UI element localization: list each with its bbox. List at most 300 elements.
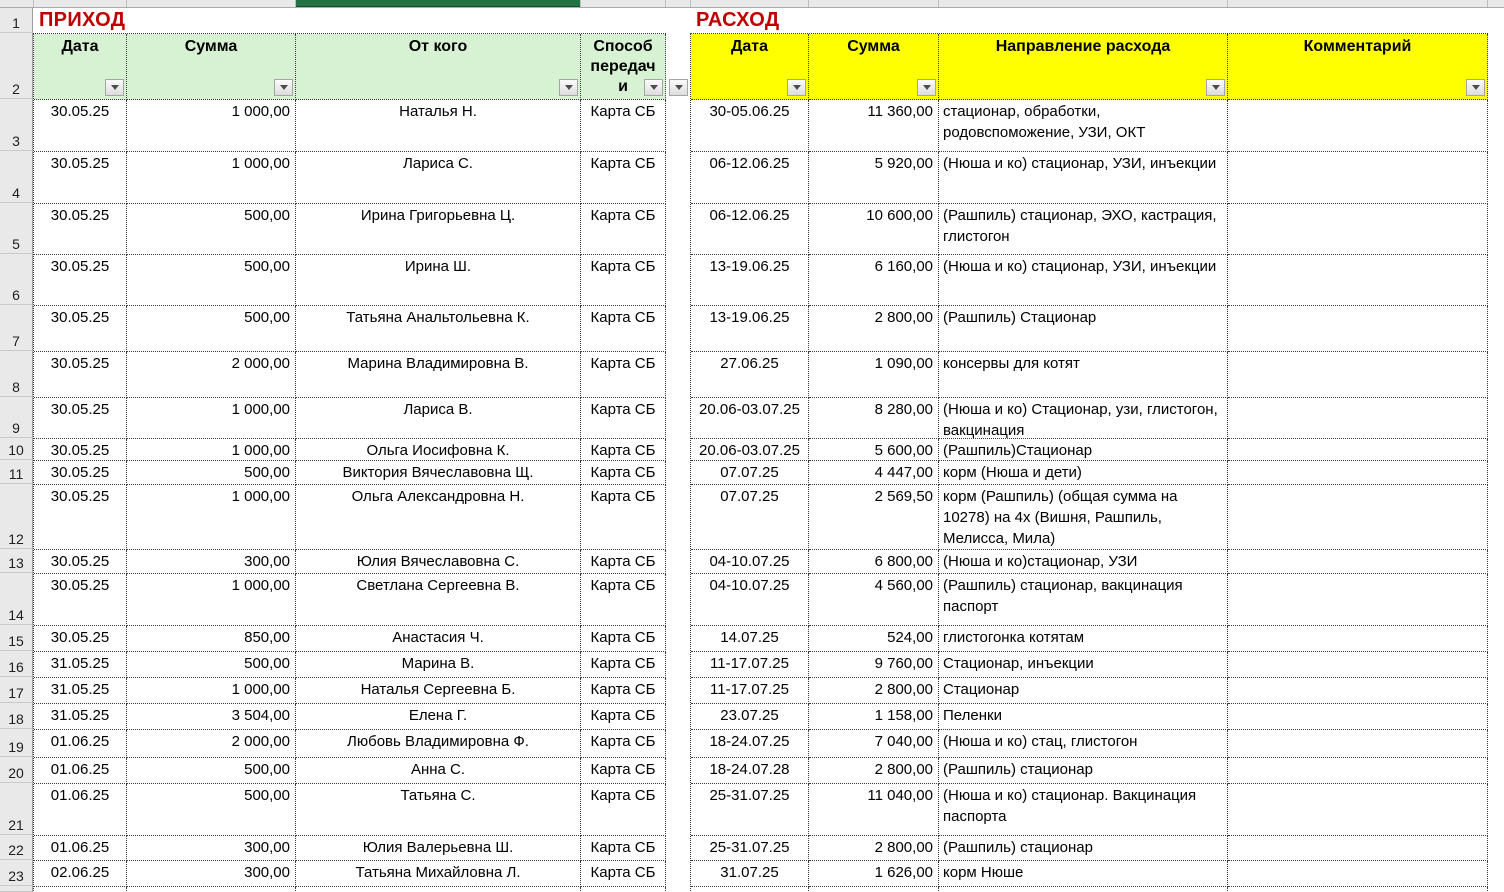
table-row xyxy=(34,861,666,887)
row-number[interactable]: 18 xyxy=(0,703,33,729)
cell-expense-comment[interactable] xyxy=(1228,836,1488,861)
column-header-income-date[interactable] xyxy=(34,34,127,100)
cell-expense-date[interactable]: 31.07.25 xyxy=(691,861,809,887)
cell-income-method[interactable]: Карта СБ xyxy=(581,352,666,398)
column-header-expense-purpose[interactable] xyxy=(939,34,1228,100)
cell-expense-amount[interactable]: 11 360,00 xyxy=(809,100,939,152)
table-row xyxy=(691,550,1488,574)
filter-dropdown-icon xyxy=(1212,85,1220,90)
cell-expense-purpose[interactable]: Стационар, инъекции xyxy=(939,652,1228,678)
cell-expense-amount[interactable]: 1 158,00 xyxy=(809,704,939,730)
cell-income-method[interactable]: Карта СБ xyxy=(581,100,666,152)
separator-column xyxy=(665,8,690,99)
cell-income-amount[interactable]: 1 000,00 xyxy=(127,439,296,461)
cell-income-date[interactable]: 30.05.25 xyxy=(34,485,127,550)
cell-income-method[interactable]: Карта СБ xyxy=(581,306,666,352)
cell-expense-purpose[interactable]: Стационар xyxy=(939,678,1228,704)
cell-income-method[interactable]: Карта СБ xyxy=(581,461,666,485)
expense-table xyxy=(690,8,1488,892)
cell-income-from[interactable]: Ольга Александровна Н. xyxy=(296,485,581,550)
row-number[interactable]: 19 xyxy=(0,729,33,757)
cell-expense-amount[interactable]: 5 600,00 xyxy=(809,439,939,461)
cell-income-from[interactable]: Светлана Сергеевна В. xyxy=(296,574,581,626)
cell-expense-date[interactable]: 14.07.25 xyxy=(691,626,809,652)
cell-income-amount[interactable]: 1 000,00 xyxy=(127,398,296,439)
cell-expense-date[interactable]: 25-31.07.25 xyxy=(691,836,809,861)
cell-income-method[interactable]: Карта СБ xyxy=(581,861,666,887)
cell-income-from[interactable] xyxy=(296,887,581,892)
row-number[interactable]: 16 xyxy=(0,651,33,677)
cell-income-amount[interactable]: 500,00 xyxy=(127,461,296,485)
cell-expense-comment[interactable] xyxy=(1228,678,1488,704)
cell-income-from[interactable]: Виктория Вячеславовна Щ. xyxy=(296,461,581,485)
column-header-label: Комментарий xyxy=(1303,38,1412,55)
cell-expense-date[interactable]: 13-19.06.25 xyxy=(691,306,809,352)
cell-expense-purpose[interactable]: корм Нюше xyxy=(939,861,1228,887)
cell-expense-date[interactable]: 06-12.06.25 xyxy=(691,152,809,204)
table-row xyxy=(34,704,666,730)
cell-expense-purpose[interactable]: Пеленки xyxy=(939,704,1228,730)
cell-income-date[interactable]: 01.06.25 xyxy=(34,784,127,836)
cell-income-amount[interactable] xyxy=(127,887,296,892)
cell-expense-purpose[interactable] xyxy=(939,887,1228,892)
income-header-row xyxy=(34,34,666,100)
column-separator xyxy=(938,0,939,7)
cell-expense-comment[interactable] xyxy=(1228,461,1488,485)
table-row xyxy=(691,255,1488,306)
table-row xyxy=(691,100,1488,152)
cell-expense-date[interactable]: 06-12.06.25 xyxy=(691,204,809,255)
cell-income-method[interactable]: Карта СБ xyxy=(581,255,666,306)
column-header-income-amount[interactable] xyxy=(127,34,296,100)
column-header-label: Сумма xyxy=(847,38,900,55)
table-row xyxy=(34,550,666,574)
cell-income-date[interactable] xyxy=(34,887,127,892)
table-row xyxy=(34,152,666,204)
table-row xyxy=(691,784,1488,836)
cell-expense-date[interactable]: 18-24.07.28 xyxy=(691,758,809,784)
table-row xyxy=(691,352,1488,398)
column-header-income-method[interactable] xyxy=(581,34,666,100)
cell-expense-amount[interactable]: 524,00 xyxy=(809,626,939,652)
column-header-label: От кого xyxy=(408,38,468,55)
cell-expense-comment[interactable] xyxy=(1228,152,1488,204)
cell-income-from[interactable]: Елена Г. xyxy=(296,704,581,730)
cell-expense-amount[interactable]: 2 800,00 xyxy=(809,306,939,352)
cell-income-date[interactable]: 30.05.25 xyxy=(34,152,127,204)
filter-dropdown-icon xyxy=(280,85,288,90)
cell-income-from[interactable]: Анастасия Ч. xyxy=(296,626,581,652)
cell-expense-purpose[interactable]: (Нюша и ко) стационар. Вакцинация паспорта xyxy=(939,784,1228,836)
cell-expense-amount[interactable]: 4 447,00 xyxy=(809,461,939,485)
cell-income-amount[interactable]: 500,00 xyxy=(127,204,296,255)
row-number[interactable]: 12 xyxy=(0,484,33,549)
column-separator xyxy=(690,0,691,7)
cell-expense-date[interactable]: 30-05.06.25 xyxy=(691,100,809,152)
expense-title: РАСХОД xyxy=(696,9,780,31)
cell-income-method[interactable]: Карта СБ xyxy=(581,652,666,678)
table-row xyxy=(691,306,1488,352)
income-grid xyxy=(33,33,666,892)
column-separator xyxy=(665,0,666,7)
filter-button-expense-date[interactable] xyxy=(787,79,806,96)
table-row xyxy=(34,626,666,652)
cell-income-amount[interactable]: 850,00 xyxy=(127,626,296,652)
cell-income-amount[interactable]: 2 000,00 xyxy=(127,730,296,758)
cell-expense-purpose[interactable]: корм (Рашпиль) (общая сумма на 10278) на 4х (Вишня, Рашпиль, Мелисса, Мила) xyxy=(939,485,1228,550)
table-row xyxy=(34,836,666,861)
column-header-label: и xyxy=(618,78,628,95)
table-row xyxy=(34,574,666,626)
table-row xyxy=(691,678,1488,704)
table-row xyxy=(691,204,1488,255)
cell-income-from[interactable]: Ирина Ш. xyxy=(296,255,581,306)
cell-expense-date[interactable]: 23.07.25 xyxy=(691,704,809,730)
cell-income-amount[interactable]: 300,00 xyxy=(127,836,296,861)
cell-expense-amount[interactable] xyxy=(809,887,939,892)
column-header-strip xyxy=(0,0,1504,8)
expense-grid xyxy=(690,33,1488,892)
cell-expense-date[interactable]: 27.06.25 xyxy=(691,352,809,398)
cell-income-from[interactable]: Татьяна Анальтольевна К. xyxy=(296,306,581,352)
cell-income-method[interactable]: Карта СБ xyxy=(581,485,666,550)
cell-expense-comment[interactable] xyxy=(1228,439,1488,461)
cell-expense-amount[interactable]: 6 800,00 xyxy=(809,550,939,574)
cell-income-from[interactable]: Любовь Владимировна Ф. xyxy=(296,730,581,758)
column-separator xyxy=(808,0,809,7)
cell-income-date[interactable]: 01.06.25 xyxy=(34,836,127,861)
cell-expense-amount[interactable]: 9 760,00 xyxy=(809,652,939,678)
column-separator xyxy=(295,0,296,7)
row-number[interactable]: 7 xyxy=(0,305,33,351)
cell-expense-amount[interactable]: 2 800,00 xyxy=(809,836,939,861)
column-separator xyxy=(1227,0,1228,7)
cell-income-date[interactable]: 30.05.25 xyxy=(34,255,127,306)
row-number[interactable]: 20 xyxy=(0,757,33,783)
cell-income-date[interactable]: 31.05.25 xyxy=(34,678,127,704)
cell-expense-date[interactable] xyxy=(691,887,809,892)
cell-expense-purpose[interactable]: (Рашпиль) стационар xyxy=(939,836,1228,861)
cell-income-amount[interactable]: 1 000,00 xyxy=(127,574,296,626)
cell-income-amount[interactable]: 500,00 xyxy=(127,758,296,784)
filter-dropdown-icon xyxy=(675,85,683,90)
table-row xyxy=(691,485,1488,550)
cell-expense-purpose[interactable]: (Рашпиль)Стационар xyxy=(939,439,1228,461)
row-number[interactable]: 11 xyxy=(0,460,33,484)
cell-income-amount[interactable]: 300,00 xyxy=(127,550,296,574)
cell-income-date[interactable]: 30.05.25 xyxy=(34,574,127,626)
table-row-partial xyxy=(34,887,666,892)
cell-income-date[interactable]: 01.06.25 xyxy=(34,758,127,784)
filter-dropdown-icon xyxy=(111,85,119,90)
table-row xyxy=(34,461,666,485)
income-table xyxy=(33,8,666,892)
expense-title-row[interactable] xyxy=(690,8,1488,33)
cell-income-date[interactable]: 31.05.25 xyxy=(34,652,127,678)
cell-expense-comment[interactable] xyxy=(1228,306,1488,352)
row-number[interactable]: 6 xyxy=(0,254,33,305)
cell-income-method[interactable]: Карта СБ xyxy=(581,398,666,439)
cell-expense-date[interactable]: 13-19.06.25 xyxy=(691,255,809,306)
filter-button-expense-purpose[interactable] xyxy=(1206,79,1225,96)
cell-income-date[interactable]: 30.05.25 xyxy=(34,398,127,439)
cell-expense-amount[interactable]: 1 090,00 xyxy=(809,352,939,398)
table-row xyxy=(691,626,1488,652)
cell-income-from[interactable]: Марина Владимировна В. xyxy=(296,352,581,398)
cell-expense-amount[interactable]: 8 280,00 xyxy=(809,398,939,439)
cell-income-date[interactable]: 30.05.25 xyxy=(34,100,127,152)
cell-income-from[interactable]: Анна С. xyxy=(296,758,581,784)
cell-income-from[interactable]: Лариса С. xyxy=(296,152,581,204)
cell-income-from[interactable]: Татьяна Михайловна Л. xyxy=(296,861,581,887)
column-header-income-from[interactable] xyxy=(296,34,581,100)
cell-income-method[interactable]: Карта СБ xyxy=(581,439,666,461)
cell-expense-purpose[interactable]: (Рашпиль) стационар, вакцинация паспорт xyxy=(939,574,1228,626)
table-row xyxy=(34,204,666,255)
table-row xyxy=(691,861,1488,887)
cell-income-date[interactable]: 01.06.25 xyxy=(34,730,127,758)
income-title-row[interactable] xyxy=(33,8,666,33)
cell-expense-comment[interactable] xyxy=(1228,352,1488,398)
cell-expense-comment[interactable] xyxy=(1228,626,1488,652)
column-header-label: Способ xyxy=(593,38,653,55)
cell-expense-comment[interactable] xyxy=(1228,730,1488,758)
filter-dropdown-icon xyxy=(565,85,573,90)
filter-dropdown-icon xyxy=(923,85,931,90)
cell-expense-amount[interactable]: 2 800,00 xyxy=(809,758,939,784)
table-row xyxy=(691,461,1488,485)
cell-income-amount[interactable]: 3 504,00 xyxy=(127,704,296,730)
cell-expense-comment[interactable] xyxy=(1228,574,1488,626)
row-number[interactable]: 23 xyxy=(0,860,33,886)
cell-income-date[interactable]: 31.05.25 xyxy=(34,704,127,730)
table-row xyxy=(34,255,666,306)
table-row xyxy=(691,730,1488,758)
cell-expense-purpose[interactable]: корм (Нюша и дети) xyxy=(939,461,1228,485)
cell-expense-comment[interactable] xyxy=(1228,550,1488,574)
cell-expense-amount[interactable]: 2 800,00 xyxy=(809,678,939,704)
table-row xyxy=(34,784,666,836)
filter-dropdown-icon xyxy=(650,85,658,90)
cell-income-from[interactable]: Наталья Н. xyxy=(296,100,581,152)
cell-expense-comment[interactable] xyxy=(1228,204,1488,255)
cell-expense-date[interactable]: 07.07.25 xyxy=(691,461,809,485)
cell-expense-amount[interactable]: 11 040,00 xyxy=(809,784,939,836)
row-number[interactable]: 17 xyxy=(0,677,33,703)
cell-expense-comment[interactable] xyxy=(1228,758,1488,784)
cell-expense-comment[interactable] xyxy=(1228,485,1488,550)
cell-income-method[interactable]: Карта СБ xyxy=(581,550,666,574)
cell-expense-purpose[interactable]: (Нюша и ко) Стационар, узи, глистогон, вакцинация xyxy=(939,398,1228,439)
cell-expense-date[interactable]: 11-17.07.25 xyxy=(691,652,809,678)
cell-expense-purpose[interactable]: стационар, обработки, родовспоможение, УЗИ, ОКТ xyxy=(939,100,1228,152)
cell-income-date[interactable]: 30.05.25 xyxy=(34,626,127,652)
column-header-expense-date[interactable] xyxy=(691,34,809,100)
table-row xyxy=(34,730,666,758)
cell-income-method[interactable]: Карта СБ xyxy=(581,730,666,758)
row-number-gutter xyxy=(0,8,33,892)
cell-income-date[interactable]: 30.05.25 xyxy=(34,204,127,255)
cell-income-date[interactable]: 30.05.25 xyxy=(34,306,127,352)
row-number[interactable] xyxy=(0,886,33,892)
cell-expense-date[interactable]: 18-24.07.25 xyxy=(691,730,809,758)
row-number[interactable]: 3 xyxy=(0,99,33,151)
row-number[interactable]: 8 xyxy=(0,351,33,397)
cell-income-amount[interactable]: 1 000,00 xyxy=(127,678,296,704)
filter-button-income-method[interactable] xyxy=(644,79,663,96)
cell-expense-amount[interactable]: 4 560,00 xyxy=(809,574,939,626)
expense-header-row xyxy=(691,34,1488,100)
cell-expense-comment[interactable] xyxy=(1228,100,1488,152)
table-row xyxy=(34,306,666,352)
cell-expense-date[interactable]: 04-10.07.25 xyxy=(691,574,809,626)
selected-column-highlight xyxy=(295,0,580,7)
cell-expense-purpose[interactable]: глистогонка котятам xyxy=(939,626,1228,652)
cell-income-from[interactable]: Юлия Валерьевна Ш. xyxy=(296,836,581,861)
cell-income-amount[interactable]: 1 000,00 xyxy=(127,485,296,550)
filter-dropdown-icon xyxy=(793,85,801,90)
table-row xyxy=(34,398,666,439)
column-header-label: Сумма xyxy=(184,38,238,55)
table-row xyxy=(34,439,666,461)
cell-expense-comment[interactable] xyxy=(1228,861,1488,887)
cell-expense-purpose[interactable]: (Нюша и ко)стационар, УЗИ xyxy=(939,550,1228,574)
cell-income-from[interactable]: Ольга Иосифовна К. xyxy=(296,439,581,461)
cell-income-amount[interactable]: 1 000,00 xyxy=(127,152,296,204)
cell-income-from[interactable]: Татьяна С. xyxy=(296,784,581,836)
row-number[interactable]: 13 xyxy=(0,549,33,573)
column-separator xyxy=(126,0,127,7)
cell-expense-date[interactable]: 20.06-03.07.25 xyxy=(691,398,809,439)
column-header-label: передач xyxy=(590,58,656,75)
cell-expense-comment[interactable] xyxy=(1228,887,1488,892)
cell-expense-amount[interactable]: 6 160,00 xyxy=(809,255,939,306)
cell-expense-amount[interactable]: 1 626,00 xyxy=(809,861,939,887)
column-header-label: Дата xyxy=(61,38,99,55)
cell-income-from[interactable]: Ирина Григорьевна Ц. xyxy=(296,204,581,255)
row-number[interactable]: 15 xyxy=(0,625,33,651)
separator-header-cell[interactable] xyxy=(665,33,690,99)
row-number[interactable]: 2 xyxy=(0,33,33,99)
filter-dropdown-icon xyxy=(1472,85,1480,90)
cell-income-method[interactable]: Карта СБ xyxy=(581,836,666,861)
table-row xyxy=(34,652,666,678)
column-header-label: Направление расхода xyxy=(995,38,1171,55)
row-number[interactable]: 9 xyxy=(0,397,33,438)
column-header-label: Дата xyxy=(730,38,769,55)
cell-expense-date[interactable]: 11-17.07.25 xyxy=(691,678,809,704)
row-number[interactable]: 4 xyxy=(0,151,33,203)
cell-income-amount[interactable]: 2 000,00 xyxy=(127,352,296,398)
cell-income-from[interactable]: Марина В. xyxy=(296,652,581,678)
cell-expense-amount[interactable]: 2 569,50 xyxy=(809,485,939,550)
filter-button-income-date[interactable] xyxy=(105,79,124,96)
row-number[interactable]: 5 xyxy=(0,203,33,254)
cell-income-amount[interactable]: 500,00 xyxy=(127,652,296,678)
table-row xyxy=(691,836,1488,861)
table-row xyxy=(34,100,666,152)
cell-income-method[interactable]: Карта СБ xyxy=(581,574,666,626)
cell-expense-purpose[interactable]: (Рашпиль) стационар xyxy=(939,758,1228,784)
cell-income-method[interactable]: Карта СБ xyxy=(581,704,666,730)
table-row-partial xyxy=(691,887,1488,892)
filter-button-expense-comment[interactable] xyxy=(1466,79,1485,96)
cell-income-method[interactable] xyxy=(581,887,666,892)
cell-income-method[interactable]: Карта СБ xyxy=(581,784,666,836)
cell-expense-comment[interactable] xyxy=(1228,652,1488,678)
row-number[interactable]: 21 xyxy=(0,783,33,835)
cell-income-amount[interactable]: 300,00 xyxy=(127,861,296,887)
filter-button-separator[interactable] xyxy=(669,79,688,96)
cell-income-amount[interactable]: 500,00 xyxy=(127,255,296,306)
row-number[interactable]: 22 xyxy=(0,835,33,860)
column-separator xyxy=(1487,0,1488,7)
income-title: ПРИХОД xyxy=(39,9,126,31)
cell-income-date[interactable]: 30.05.25 xyxy=(34,439,127,461)
cell-income-from[interactable]: Лариса В. xyxy=(296,398,581,439)
cell-expense-purpose[interactable]: консервы для котят xyxy=(939,352,1228,398)
cell-expense-amount[interactable]: 7 040,00 xyxy=(809,730,939,758)
cell-income-date[interactable]: 30.05.25 xyxy=(34,461,127,485)
cell-income-method[interactable]: Карта СБ xyxy=(581,758,666,784)
filter-button-income-amount[interactable] xyxy=(274,79,293,96)
cell-expense-comment[interactable] xyxy=(1228,255,1488,306)
cell-expense-date[interactable]: 20.06-03.07.25 xyxy=(691,439,809,461)
cell-expense-purpose[interactable]: (Нюша и ко) стационар, УЗИ, инъекции xyxy=(939,152,1228,204)
cell-income-amount[interactable]: 1 000,00 xyxy=(127,100,296,152)
cell-expense-comment[interactable] xyxy=(1228,784,1488,836)
cell-income-method[interactable]: Карта СБ xyxy=(581,626,666,652)
cell-expense-date[interactable]: 04-10.07.25 xyxy=(691,550,809,574)
cell-income-date[interactable]: 30.05.25 xyxy=(34,352,127,398)
cell-expense-purpose[interactable]: (Нюша и ко) стационар, УЗИ, инъекции xyxy=(939,255,1228,306)
cell-income-date[interactable]: 30.05.25 xyxy=(34,550,127,574)
table-row xyxy=(691,652,1488,678)
filter-button-income-from[interactable] xyxy=(559,79,578,96)
column-header-expense-amount[interactable] xyxy=(809,34,939,100)
cell-income-date[interactable]: 02.06.25 xyxy=(34,861,127,887)
cell-expense-purpose[interactable]: (Рашпиль) стационар, ЭХО, кастрация, глистогон xyxy=(939,204,1228,255)
table-row xyxy=(691,398,1488,439)
cell-expense-purpose[interactable]: (Нюша и ко) стац, глистогон xyxy=(939,730,1228,758)
table-row xyxy=(691,152,1488,204)
column-separator xyxy=(580,0,581,7)
cell-expense-comment[interactable] xyxy=(1228,704,1488,730)
table-row xyxy=(691,758,1488,784)
cell-expense-purpose[interactable]: (Рашпиль) Стационар xyxy=(939,306,1228,352)
cell-income-amount[interactable]: 500,00 xyxy=(127,306,296,352)
cell-income-method[interactable]: Карта СБ xyxy=(581,152,666,204)
cell-expense-amount[interactable]: 10 600,00 xyxy=(809,204,939,255)
cell-income-method[interactable]: Карта СБ xyxy=(581,204,666,255)
cell-income-from[interactable]: Юлия Вячеславовна С. xyxy=(296,550,581,574)
table-row xyxy=(34,678,666,704)
table-row xyxy=(691,704,1488,730)
cell-income-from[interactable]: Наталья Сергеевна Б. xyxy=(296,678,581,704)
row-number[interactable]: 10 xyxy=(0,438,33,460)
cell-expense-date[interactable]: 07.07.25 xyxy=(691,485,809,550)
row-number[interactable]: 1 xyxy=(0,8,33,33)
filter-button-expense-amount[interactable] xyxy=(917,79,936,96)
row-number[interactable]: 14 xyxy=(0,573,33,625)
cell-income-method[interactable]: Карта СБ xyxy=(581,678,666,704)
column-header-expense-comment[interactable] xyxy=(1228,34,1488,100)
cell-expense-date[interactable]: 25-31.07.25 xyxy=(691,784,809,836)
cell-expense-amount[interactable]: 5 920,00 xyxy=(809,152,939,204)
table-row xyxy=(34,352,666,398)
cell-expense-comment[interactable] xyxy=(1228,398,1488,439)
cell-income-amount[interactable]: 500,00 xyxy=(127,784,296,836)
